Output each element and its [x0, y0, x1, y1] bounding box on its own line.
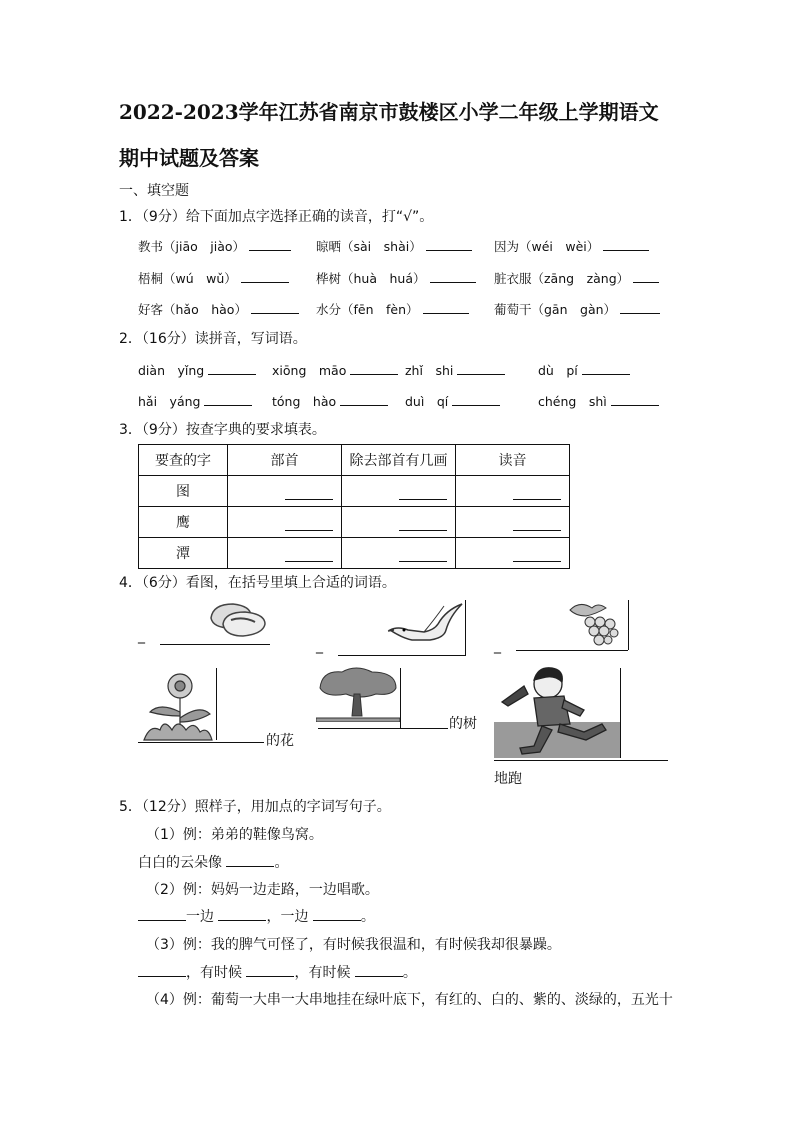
- running-boy-icon: [494, 666, 620, 758]
- answer-blank[interactable]: [138, 906, 186, 921]
- answer-blank[interactable]: [452, 391, 500, 406]
- q5-answer-2: 一边 ，一边 。: [138, 906, 375, 926]
- answer-cell[interactable]: [228, 538, 342, 569]
- grapes-icon: [566, 600, 626, 648]
- suffix-tree: 的树: [449, 716, 477, 732]
- table-header: 除去部首有几画: [342, 445, 456, 476]
- answer-blank[interactable]: [218, 906, 266, 921]
- answer-blank[interactable]: [582, 360, 630, 375]
- page-title-line2: 期中试题及答案: [119, 146, 259, 170]
- answer-blank[interactable]: [430, 268, 476, 283]
- tree-icon: [316, 666, 400, 722]
- q2-item: diàn yǐng: [138, 360, 256, 379]
- answer-blank[interactable]: [249, 236, 291, 251]
- dash: _: [316, 638, 323, 654]
- dictionary-table: [138, 444, 570, 569]
- table-header: 要查的字: [139, 445, 228, 476]
- suffix-flower: 的花: [266, 733, 294, 749]
- answer-blank[interactable]: [620, 299, 660, 314]
- q1-stem: 1．（9分）给下面加点字选择正确的读音，打“√”。: [119, 209, 434, 225]
- answer-blank[interactable]: [355, 962, 403, 977]
- table-char: 鹰: [139, 507, 228, 538]
- q1-item: 水分（fēn fèn）: [316, 299, 469, 318]
- sandals-icon: [205, 598, 271, 642]
- answer-blank[interactable]: [457, 360, 505, 375]
- answer-cell[interactable]: [456, 507, 570, 538]
- answer-cell[interactable]: [228, 476, 342, 507]
- q1-item: 好客（hǎo hào）: [138, 299, 299, 318]
- q5-example-2: （2）例：妈妈一边走路，一边唱歌。: [146, 882, 379, 898]
- q2-item: zhǐ shi: [405, 360, 505, 379]
- table-row: [139, 507, 570, 538]
- table-header: 读音: [456, 445, 570, 476]
- q4-stem: 4．（6分）看图，在括号里填上合适的词语。: [119, 575, 396, 591]
- answer-blank[interactable]: [313, 906, 361, 921]
- q2-item: tóng hào: [272, 391, 388, 410]
- answer-blank[interactable]: [426, 236, 472, 251]
- answer-blank[interactable]: [251, 299, 299, 314]
- answer-blank[interactable]: [226, 852, 274, 867]
- q5-stem: 5．（12分）照样子，用加点的字词写句子。: [119, 799, 391, 815]
- answer-blank[interactable]: [208, 360, 256, 375]
- q5-example-4: （4）例：葡萄一大串一大串地挂在绿叶底下，有红的、白的、紫的、淡绿的，五光十: [146, 992, 673, 1008]
- table-header-row: [139, 445, 570, 476]
- table-char: 图: [139, 476, 228, 507]
- answer-blank[interactable]: [603, 236, 649, 251]
- q3-stem: 3．（9分）按查字典的要求填表。: [119, 422, 326, 438]
- table-header: 部首: [228, 445, 342, 476]
- q2-item: dù pí: [538, 360, 630, 379]
- answer-blank[interactable]: [138, 962, 186, 977]
- q1-item: 梧桐（wú wǔ）: [138, 268, 289, 287]
- q1-item: 教书（jiāo jiào）: [138, 236, 291, 255]
- answer-blank[interactable]: [423, 299, 469, 314]
- q1-item: 葡萄干（gān gàn）: [494, 299, 660, 318]
- q5-example-1: （1）例：弟弟的鞋像鸟窝。: [146, 827, 323, 843]
- q5-answer-1: 白白的云朵像 。: [138, 852, 288, 872]
- seagull-icon: [384, 600, 464, 648]
- answer-blank[interactable]: [204, 391, 252, 406]
- q2-stem: 2．（16分）读拼音，写词语。: [119, 331, 307, 347]
- suffix-run: 地跑: [494, 771, 522, 787]
- answer-blank[interactable]: [350, 360, 398, 375]
- dash: _: [494, 638, 501, 654]
- answer-cell[interactable]: [342, 538, 456, 569]
- q2-item: duì qí: [405, 391, 500, 410]
- q1-item: 晾晒（sài shài）: [316, 236, 472, 255]
- answer-blank[interactable]: [611, 391, 659, 406]
- answer-cell[interactable]: [456, 538, 570, 569]
- q5-example-3: （3）例：我的脾气可怪了，有时候我很温和，有时候我却很暴躁。: [146, 937, 561, 953]
- table-row: [139, 538, 570, 569]
- answer-blank[interactable]: [241, 268, 289, 283]
- answer-cell[interactable]: [342, 507, 456, 538]
- q2-item: chéng shì: [538, 391, 659, 410]
- answer-cell[interactable]: [342, 476, 456, 507]
- q2-item: hǎi yáng: [138, 391, 252, 410]
- q1-item: 因为（wéi wèi）: [494, 236, 649, 255]
- table-row: [139, 476, 570, 507]
- answer-blank[interactable]: [340, 391, 388, 406]
- q1-item: 脏衣服（zāng zàng）: [494, 268, 659, 287]
- page-title-line1: 2022-2023学年江苏省南京市鼓楼区小学二年级上学期语文: [119, 100, 659, 124]
- dash: _: [138, 628, 145, 644]
- q2-item: xiōng māo: [272, 360, 398, 379]
- answer-blank[interactable]: [633, 268, 659, 283]
- q1-item: 桦树（huà huá）: [316, 268, 476, 287]
- answer-cell[interactable]: [456, 476, 570, 507]
- section-heading: 一、填空题: [119, 183, 189, 199]
- table-char: 潭: [139, 538, 228, 569]
- answer-cell[interactable]: [228, 507, 342, 538]
- answer-blank[interactable]: [246, 962, 294, 977]
- flower-icon: [140, 668, 216, 742]
- q5-answer-3: ，有时候 ，有时候 。: [138, 962, 417, 982]
